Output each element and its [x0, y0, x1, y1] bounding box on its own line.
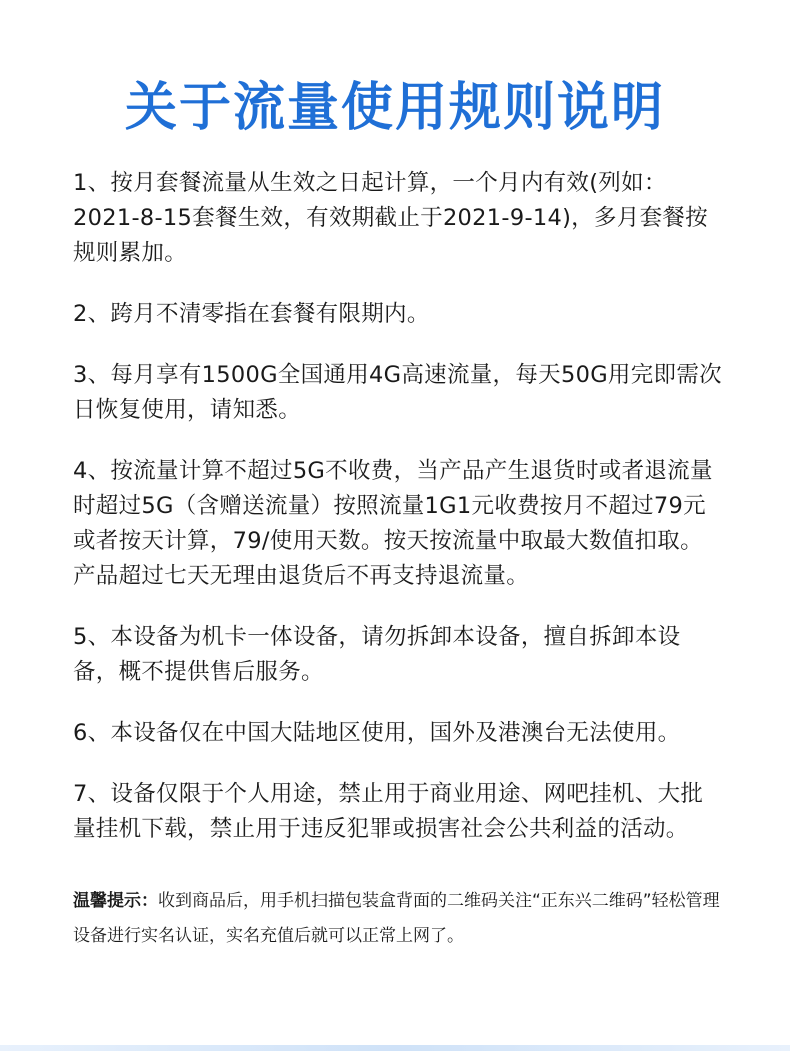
rule-item-3: 3、每月享有1500G全国通用4G高速流量，每天50G用完即需次日恢复使用，请知悉。 [73, 362, 722, 423]
warm-tip [73, 884, 723, 954]
rules-list [73, 166, 723, 873]
warm-tip-text: 收到商品后，用手机扫描包装盒背面的二维码关注“正东兴二维码”轻松管理设备进行实名认证，实名充值后就可以正常上网了。 [73, 891, 720, 946]
rule-item-4: 4、按流量计算不超过5G不收费，当产品产生退货时或者退流量时超过5G（含赠送流量）按照流量1G1元收费按月不超过79元或者按天计算，79/使用天数。按天按流量中取最大数值扣取。产品超过七天无理由退货后不再支持退流量。 [73, 458, 713, 589]
rule-item-1: 1、按月套餐流量从生效之日起计算，一个月内有效(列如：2021-8-15套餐生效，有效期截止于2021-9-14)，多月套餐按规则累加。 [73, 170, 708, 266]
bottom-divider [0, 1045, 790, 1051]
rule-item-5: 5、本设备为机卡一体设备，请勿拆卸本设备，擅自拆卸本设备，概不提供售后服务。 [73, 624, 681, 685]
rule-item-7: 7、设备仅限于个人用途，禁止用于商业用途、网吧挂机、大批量挂机下载，禁止用于违反犯罪或损害社会公共利益的活动。 [73, 781, 704, 842]
rule-item-2: 2、跨月不清零指在套餐有限期内。 [73, 301, 430, 327]
warm-tip-label: 温馨提示： [73, 891, 158, 911]
page-title: 关于流量使用规则说明 [124, 78, 665, 138]
rule-item-6: 6、本设备仅在中国大陆地区使用，国外及港澳台无法使用。 [73, 720, 681, 746]
